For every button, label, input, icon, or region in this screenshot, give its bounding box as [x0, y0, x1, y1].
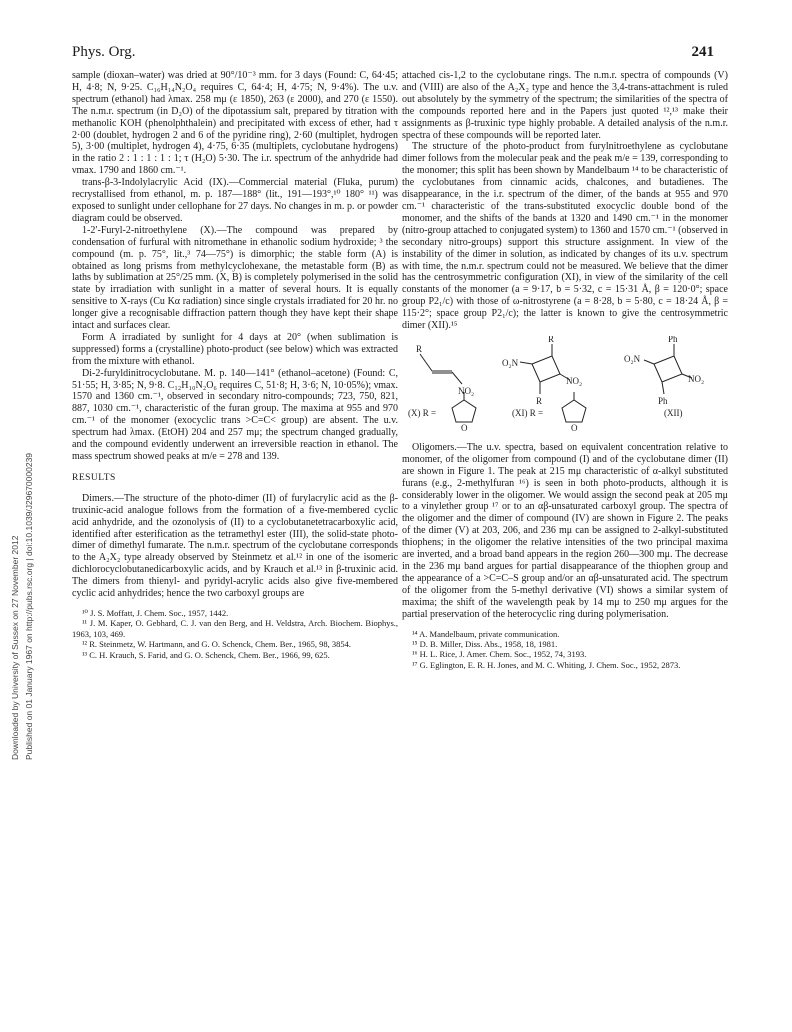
- left-footnotes: [72, 608, 398, 660]
- label-o: O: [571, 422, 578, 433]
- label-xii: (XII): [664, 407, 683, 418]
- label-no2: NO₂: [688, 373, 705, 384]
- label-ph: Ph: [668, 335, 678, 344]
- label-ph: Ph: [658, 395, 668, 406]
- label-xi: (XI) R =: [512, 407, 544, 418]
- footnote: ¹³ C. H. Krauch, S. Farid, and G. O. Schenck, Chem. Ber., 1966, 99, 625.: [82, 649, 330, 660]
- label-no2: NO₂: [458, 385, 475, 396]
- label-o: O: [461, 422, 468, 433]
- journal-title: Phys. Org.: [72, 44, 136, 60]
- right-paragraph-3: Oligomers.—The u.v. spectra, based on equivalent concentration relative to monomer, of the oligomer from compound (I) and of the cyclobutane dimer (II) are shown in Figure 1. The peak at 215 mμ characteristic of α-alkyl substituted furans (e.g., 2-methylfuran ¹⁶) is seen in both photo-products, although it is considerably lower in the oligomer. We would assign the second peak at 205 mμ to a vinylether group ¹⁷ or to an αβ-unsaturated carboxyl group. The spectra of the oligomer and the dimer of compound (IV) are shown in Figure 2. The peaks of the dimer (V) at 203, 206, and 236 mμ can be assigned to 2-alkyl-substituted thiophens; in the oligomer the relative intensities of the two principal maxima are inverted, and a broad band appears in the region 260—300 mμ. The decrease in the 236 mμ band argues for partial disappearance of the thiophen group and the appearance of a >C=C–S group and/or an αβ-unsaturated acid. The spectrum of the oligomer from the 5-methyl derivative (VI) shows a similar system of maxima; the shift of the wavelength peak by 14 mμ to 250 mμ argues for the partial preservation of the heterocyclic ring during polymerisation.: [402, 441, 728, 620]
- page-number: 241: [691, 44, 714, 60]
- label-o2n: O₂N: [624, 353, 641, 364]
- label-r: R: [548, 335, 555, 344]
- left-paragraph-1: sample (dioxan–water) was dried at 90°/10⁻³ mm. for 3 days (Found: C, 64·45; H, 4·8; N, 9·25. C₁₆H₁₄N₂O₄ requires C, 64·4; H, 4·75; N, 9·4%). The u.v. spectrum (ethanol) had λmax. 258 mμ (ε 1850), 263 (ε 2000), and 270 (ε 1550). The n.m.r. spectrum (in D₂O) of the dipotassium salt, prepared by titration with methanolic KOH (phenolphthalein) and precipitated with excess of ether, had τ 2·00 (doublet, hydrogen 2 and 6 of the pyridine ring), 2·60 (multiplet, hydrogen 5), 3·00 (multiplet, hydrogen 4), 4·75, 6·35 (multiplets, cyclobutane hydrogens) in the ratio 2 : 1 : 1 : 1 : 1; τ (H₂O) 5·30. The i.r. spectrum of the anhydride had νmax. 1790 and 1860 cm.⁻¹.: [72, 70, 398, 177]
- section-heading-results: RESULTS: [72, 472, 116, 483]
- left-paragraph-2: trans-β-3-Indolylacrylic Acid (IX).—Commercial material (Fluka, purum) recrystallised from ethanol, m. p. 187—188° (lit., 191—193°,¹⁰ 180° ¹¹) was exposed to sunlight under cellophane for 27 days. No changes in m. p. or powder diagram could be observed.: [72, 177, 398, 224]
- label-r: R: [416, 343, 423, 354]
- footnote: ¹⁷ G. Eglington, E. R. H. Jones, and M. C. Whiting, J. Chem. Soc., 1952, 2873.: [412, 659, 681, 670]
- left-paragraph-5: Di-2-furyldinitrocyclobutane. M. p. 140—141° (ethanol–acetone) (Found: C, 51·55; H, 3·85; N, 9·8. C₁₂H₁₀N₂O₆ requires C, 51·8; H, 3·6; N, 10·05%); νmax. 1570 and 1360 cm.⁻¹, observed in secondary nitro-compounds; 723, 750, 821, 887, 1030 cm.⁻¹, characteristic of the furan group. The maxima at 955 and 970 cm.⁻¹ of the monomer (exocyclic trans >C=C< group) are absent. The u.v. spectrum had λmax. (EtOH) 204 and 257 mμ; the spectrum changed gradually, and the compound evidently underwent an irreversible reaction in ethanol. The mass spectrum showed peaks at m/e = 278 and 139.: [72, 367, 398, 462]
- left-paragraph-3: 1-2′-Furyl-2-nitroethylene (X).—The compound was prepared by condensation of furfural with nitromethane in ethanolic sodium hydroxide; ³ the compound (m. p. 75°, lit.,³ 74—75°) is dimorphic; the stable form (A) is obtained as long prisms from methylcyclohexane, the metastable form (B) as laths by sublimation at 25°/25 mm. (X, B) is completely polymerised in the solid state by irradiation with sunlight in a matter of several hours. It is equally sensitive to X-rays (Cu Kα radiation) since single crystals irradiated for 20 hr. no longer give a recognisable diffraction pattern though they have kept their shape intact and surfaces clear.: [72, 224, 398, 332]
- footnote: ¹⁶ H. L. Rice, J. Amer. Chem. Soc., 1952, 74, 3193.: [412, 649, 587, 660]
- right-column: [402, 70, 728, 670]
- footnote: ¹⁵ D. B. Miller, Diss. Abs., 1958, 18, 1981.: [412, 638, 558, 649]
- label-r: R: [536, 395, 543, 406]
- right-paragraph-2: The structure of the photo-product from furylnitroethylene as cyclobutane dimer follows from the molecular peak and the peak m/e = 139, corresponding to the monomer; this split has been shown by Mandelbaum ¹⁴ to be characteristic of the cyclobutanes from cinnamic acids, chalcones, and butadienes. The disappearance, in the i.r. spectrum of the dimer, of the bands at 955 and 970 cm.⁻¹ characteristic of the trans-substituted exocyclic double bond of the monomer, and the shifts of the bands at 1320 and 1490 cm.⁻¹ in the monomer (nitro-group attached to conjugated system) to 1360 and 1570 cm.⁻¹ (observed in secondary nitro-groups) support this structure assignment. In view of the instability of the dimer in solution, as indicated by changes of its u.v. spectrum with time, the n.m.r. spectrum could not be measured. We believe that the dimer has the centrosymmetric configuration (XI), in view of the similarity of the cell constants of the monomer (a = 9·17, b = 5·32, c = 15·31 Å, β = 120·0°; space group P2₁/c) with those of ω-nitrostyrene (a = 8·28, b = 5·80, c = 18·24 Å, β = 115·2°; space group P2₁/c); the latter is known to give the centrosymmetric dimer (XII).¹⁵: [402, 141, 728, 332]
- right-footnotes: [402, 629, 728, 671]
- footnote: ¹¹ J. M. Kaper, O. Gebhard, C. J. van den Berg, and H. Veldstra, Arch. Biochem. Biophys., 1963, 103, 469.: [72, 618, 398, 639]
- label-o2n: O₂N: [502, 357, 519, 368]
- structure-diagram: [402, 336, 728, 436]
- sidebar-downloaded[interactable]: Downloaded by University of Sussex on 27 November 2012: [10, 535, 20, 760]
- left-paragraph-6: Dimers.—The structure of the photo-dimer (II) of furylacrylic acid as the β-truxinic-acid analogue follows from the formation of a five-membered cyclic acid anhydride, and the ozonolysis of (II) to a cyclobutanetetracarboxylic acid, identified after esterification as the tetramethyl ester (III), the solid-state photo-dimer of dimethyl fumarate. The n.m.r. spectrum of the cyclobutane corresponds to the A₂X₂ type already observed by Steinmetz et al.¹² in one of the isomeric dichlorocyclobutanedicarboxylic acids, and by Krauch et al.¹³ in β-truxinic acid. The dimers from thienyl- and pyridyl-acrylic acids also give five-membered cyclic acid anhydrides; hence the two carboxyl groups are: [72, 492, 398, 600]
- sidebar-published[interactable]: Published on 01 January 1967 on http://pubs.rsc.org | doi:10.1039/J29670000239: [24, 452, 34, 760]
- footnote: ¹² R. Steinmetz, W. Hartmann, and G. O. Schenck, Chem. Ber., 1965, 98, 3854.: [82, 639, 352, 650]
- footnote: ¹⁰ J. S. Moffatt, J. Chem. Soc., 1957, 1442.: [82, 607, 229, 618]
- footnote: ¹⁴ A. Mandelbaum, private communication.: [412, 628, 560, 639]
- left-paragraph-4: Form A irradiated by sunlight for 4 days at 20° (when sublimation is suppressed) forms a (crystalline) photo-product (see below) which was extracted from the mixture with ethanol.: [72, 331, 398, 367]
- chemical-structures: [402, 336, 728, 436]
- label-x: (X) R =: [408, 407, 437, 418]
- download-sidebar: [6, 300, 46, 760]
- left-column: [72, 70, 398, 660]
- right-paragraph-1: attached cis-1,2 to the cyclobutane rings. The n.m.r. spectra of compounds (V) and (VIII) are also of the A₂X₂ type and hence the 3,4-trans-attachment is ruled out absolutely by the symmetry of the spectrum; the similarities of the spectra of the compounds reported here and in the Papers just quoted ¹²,¹³ make their assignments as β-truxinic type highly probable. A detailed analysis of the n.m.r. spectra of these compounds will be reported later.: [402, 70, 728, 141]
- label-no2: NO₂: [566, 375, 583, 386]
